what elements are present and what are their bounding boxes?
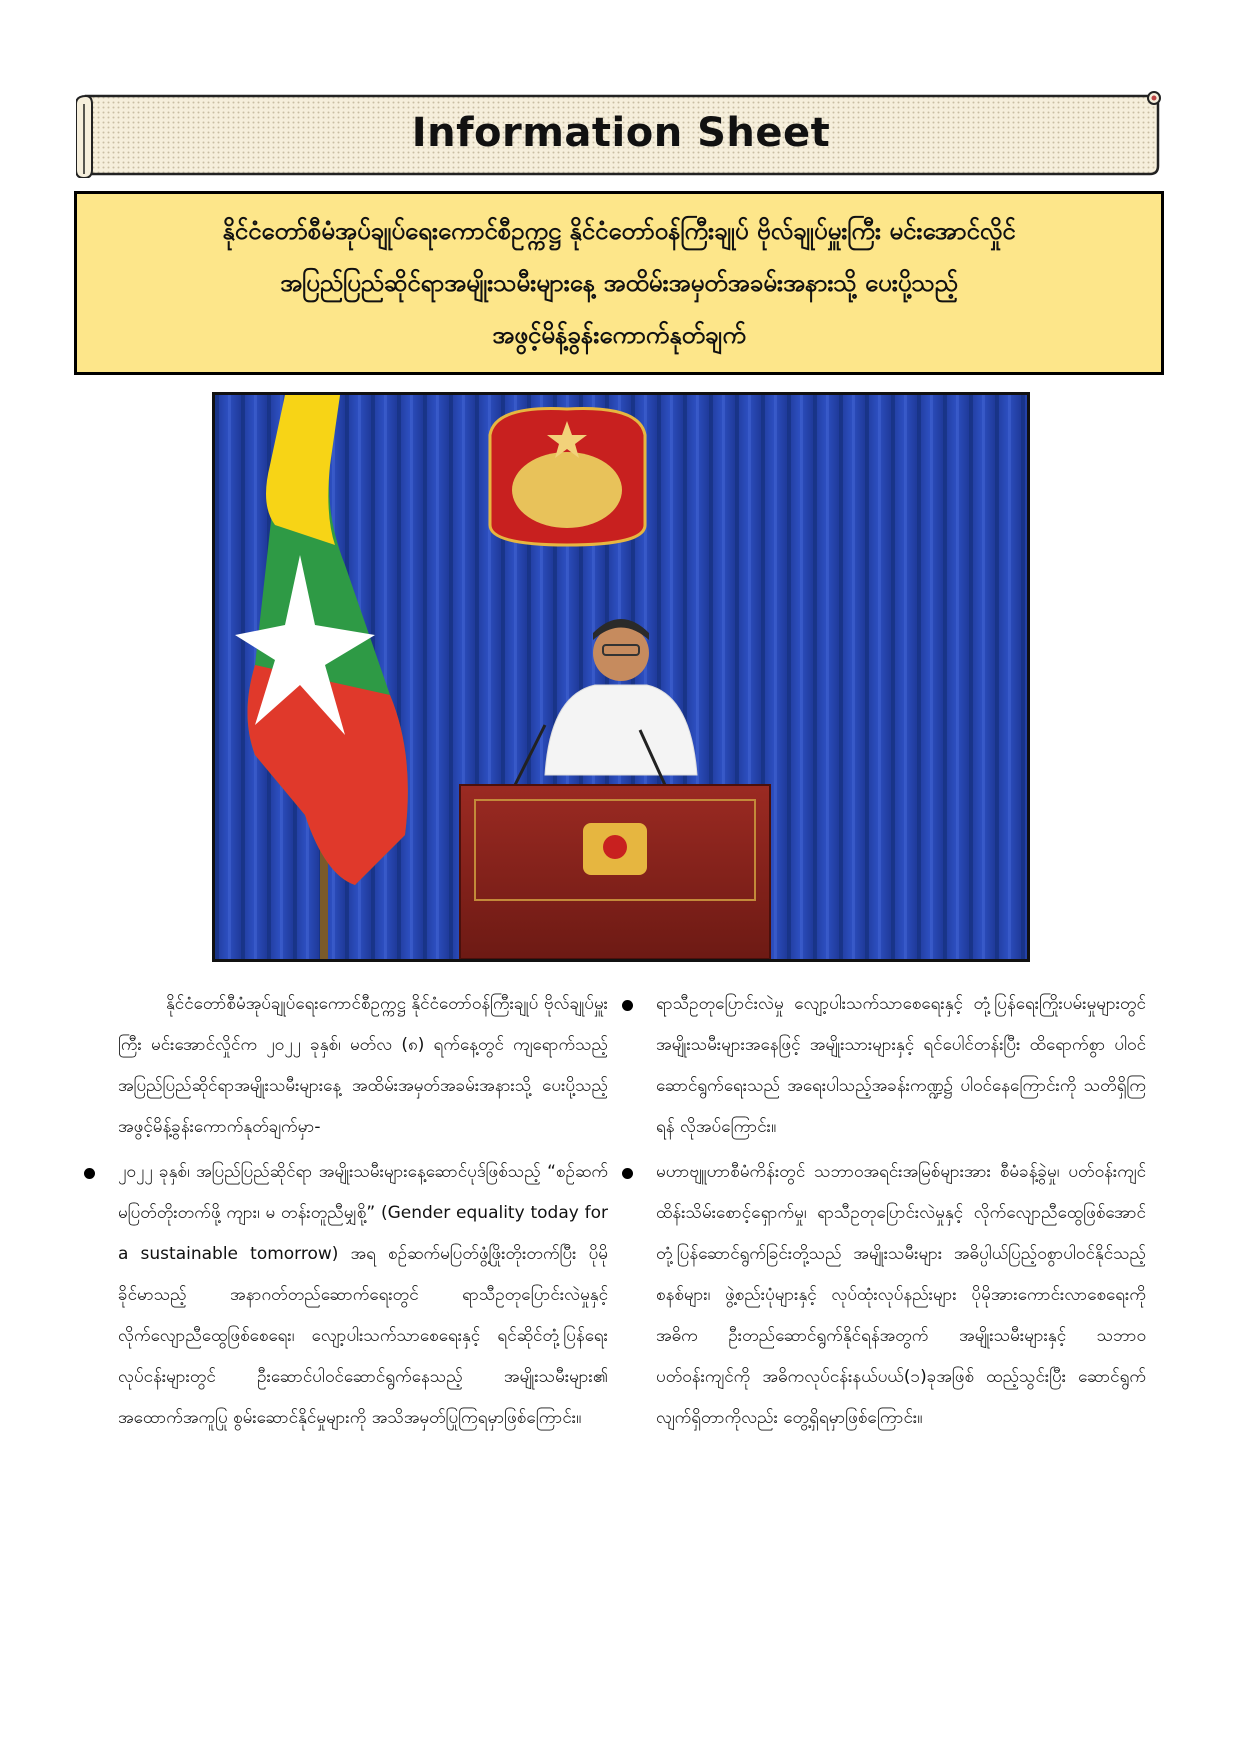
intro-paragraph: နိုင်ငံတော်စီမံအုပ်ချုပ်ရေးကောင်စီဥက္ကဋ္ဌ နိုင်ငံတော်ဝန်ကြီးချုပ် ဗိုလ်ချုပ်မှူးကြီး မင်းအောင်လှိုင်က ၂၀၂၂ ခုနှစ်၊ မတ်လ (၈) ရက်နေ့တွင် ကျရောက်သည့် အပြည်ပြည်ဆိုင်ရာအမျိုးသမီးများနေ့ အထိမ်းအမှတ်အခမ်းအနားသို့ ပေးပို့သည့် အဖွင့်မိန့်ခွန်းကောက်နုတ်ချက်မှာ-: [118, 994, 608, 1137]
right-column: [656, 984, 1146, 1439]
headline-line-3: အဖွင့်မိန့်ခွန်းကောက်နုတ်ချက်: [492, 321, 746, 349]
bullet-icon: [622, 1000, 633, 1011]
bullet-text-3: မဟာဗျူဟာစီမံကိန်းတွင် သဘာဝအရင်းအမြစ်များအား စီမံခန့်ခွဲမှု၊ ပတ်ဝန်းကျင်ထိန်းသိမ်းစောင့်ရှောက်မှု၊ ရာသီဥတုပြောင်းလဲမှုနှင့် လိုက်လျောညီထွေဖြစ်အောင် တုံ့ပြန်ဆောင်ရွက်ခြင်းတို့သည် အမျိုးသမီးများ အဓိပ္ပါယ်ပြည့်ဝစွာပါဝင်နိုင်သည့် စနစ်များ၊ ဖွဲ့စည်းပုံများနှင့် လုပ်ထုံးလုပ်နည်းများ ပိုမိုအားကောင်းလာစေရေးကို အဓိက ဦးတည်ဆောင်ရွက်နိုင်ရန်အတွက် အမျိုးသမီးများနှင့် သဘာဝပတ်ဝန်းကျင်ကို အဓိကလုပ်ငန်းနယ်ပယ်(၁)ခုအဖြစ် ထည့်သွင်းပြီး ဆောင်ရွက်လျက်ရှိတာကိုလည်း တွေ့ရှိရမှာဖြစ်ကြောင်း။: [656, 1162, 1146, 1428]
title-banner: [76, 90, 1166, 178]
left-column: [118, 984, 608, 1439]
bullet-item-3: [656, 1152, 1146, 1439]
bullet-icon: [622, 1168, 633, 1179]
bullet-item-2: [656, 984, 1146, 1148]
bullet-item-1: [118, 1152, 608, 1439]
speaker-photo: [212, 392, 1030, 962]
headline-line-1: နိုင်ငံတော်စီမံအုပ်ချုပ်ရေးကောင်စီဥက္ကဋ္ဌ နိုင်ငံတော်ဝန်ကြီးချုပ် ဗိုလ်ချုပ်မှူးကြီး မင်းအောင်လှိုင်: [222, 217, 1016, 245]
bullet-text-1: ၂၀၂၂ ခုနှစ်၊ အပြည်ပြည်ဆိုင်ရာ အမျိုးသမီးများနေ့ဆောင်ပုဒ်ဖြစ်သည့် “စဉ်ဆက်မပြတ်တိုးတက်ဖို့ ကျား၊ မ တန်းတူညီမျှစို့” (Gender equality today for a sustainable tomorrow) အရ စဉ်ဆက်မပြတ်ဖွံ့ဖြိုးတိုးတက်ပြီး ပိုမိုခိုင်မာသည့် အနာဂတ်တည်ဆောက်ရေးတွင် ရာသီဥတုပြောင်းလဲမှုနှင့် လိုက်လျောညီထွေဖြစ်စေရေး၊ လျော့ပါးသက်သာစေရေးနှင့် ရင်ဆိုင်တုံ့ပြန်ရေးလုပ်ငန်းများတွင် ဦးဆောင်ပါဝင်ဆောင်ရွက်နေသည့် အမျိုးသမီးများ၏ အထောက်အကူပြု စွမ်းဆောင်နိုင်မှုများကို အသိအမှတ်ပြုကြရမှာဖြစ်ကြောင်း။: [118, 1162, 608, 1428]
bullet-text-2: ရာသီဥတုပြောင်းလဲမှု လျော့ပါးသက်သာစေရေးနှင့် တုံ့ပြန်ရေးကြိုးပမ်းမှုများတွင် အမျိုးသမီးများအနေဖြင့် အမျိုးသားများနှင့် ရင်ပေါင်တန်းပြီး ထိရောက်စွာ ပါဝင်ဆောင်ရွက်ရေးသည် အရေးပါသည့်အခန်းကဏ္ဍ၌ ပါဝင်နေကြောင်းကို သတိရှိကြရန် လိုအပ်ကြောင်း။: [656, 994, 1146, 1137]
photo-illustration: [215, 395, 1027, 959]
page-title: Information Sheet: [411, 110, 831, 156]
headline-line-2: အပြည်ပြည်ဆိုင်ရာအမျိုးသမီးများနေ့ အထိမ်းအမှတ်အခမ်းအနားသို့ ပေးပို့သည့်: [280, 269, 958, 297]
bullet-icon: [84, 1168, 95, 1179]
headline-box: [74, 191, 1164, 375]
